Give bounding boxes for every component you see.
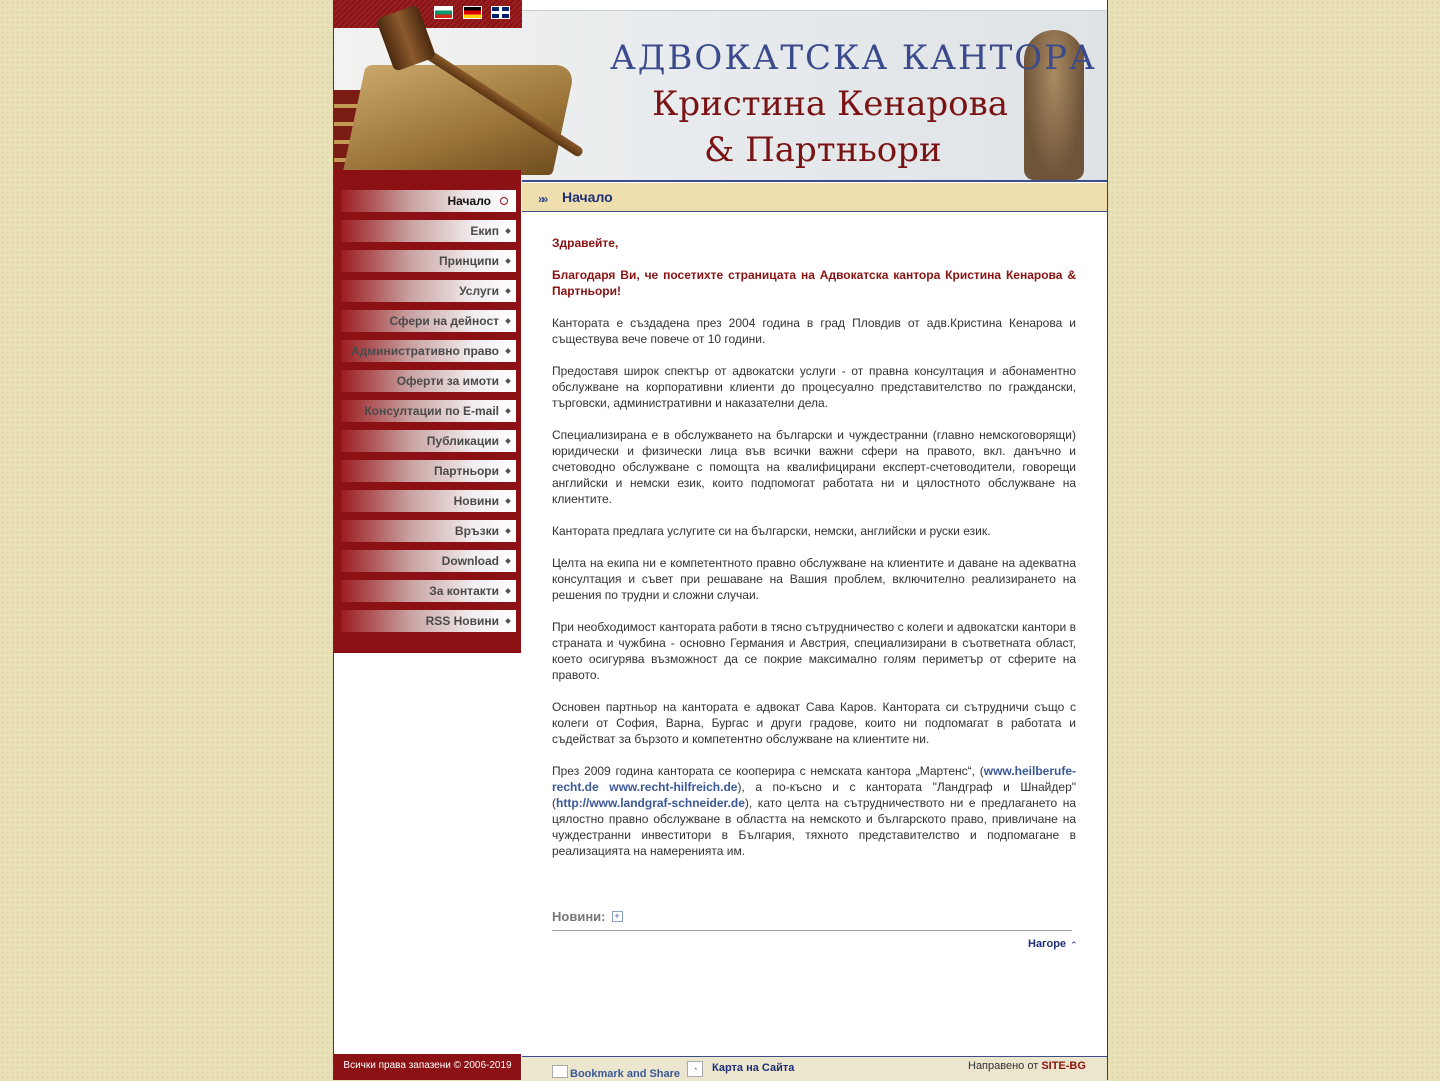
menu-label: Екип — [470, 224, 499, 238]
menu-item-partners[interactable] — [341, 460, 516, 482]
diamond-bullet-icon — [505, 528, 511, 534]
copyright-text: Всички права запазени © 2006-2019 — [334, 1054, 521, 1080]
header-banner — [334, 0, 1107, 182]
menu-label: Принципи — [439, 254, 499, 268]
menu-label: Download — [441, 554, 499, 568]
made-by-text — [968, 1060, 1086, 1072]
up-arrow-icon[interactable]: ⌃ — [1070, 940, 1078, 950]
menu-item-services[interactable] — [341, 280, 516, 302]
rss-icon[interactable]: ◔ — [687, 1061, 703, 1077]
sidebar-menu — [334, 170, 521, 653]
menu-item-contacts[interactable] — [341, 580, 516, 602]
bookmark-icon — [552, 1065, 568, 1078]
menu-item-news[interactable] — [341, 490, 516, 512]
main-content — [552, 235, 1076, 875]
footer-bar — [522, 1056, 1107, 1081]
link-heilberufe-recht[interactable]: www.heilberufe-recht.de — [552, 764, 1076, 794]
menu-label: Оферти за имоти — [396, 374, 499, 388]
text-fragment — [599, 780, 610, 794]
bulgarian-flag-icon[interactable] — [434, 6, 453, 19]
menu-item-principles[interactable] — [341, 250, 516, 272]
menu-item-links[interactable] — [341, 520, 516, 542]
menu-label: Публикации — [426, 434, 499, 448]
page-title-bar — [522, 183, 1107, 212]
paragraph: При необходимост кантората работи в тясно сътрудничество с колеги и адвокатски кантори в страната и чужбина - основно Германия и Австрия, специализирани в съответната област, което осигурява възможност да се покрие максимално голям периметър от сферите на правото. — [552, 620, 1076, 682]
link-recht-hilfreich[interactable]: www.recht-hilfreich.de — [609, 780, 738, 794]
bookmark-share-button[interactable] — [552, 1065, 680, 1080]
diamond-bullet-icon — [505, 498, 511, 504]
sitemap-link[interactable]: Карта на Сайта — [712, 1062, 795, 1074]
greeting: Здравейте, — [552, 236, 619, 250]
menu-label: Сфери на дейност — [389, 314, 499, 328]
double-arrow-icon: »» — [538, 192, 546, 206]
diamond-bullet-icon — [505, 318, 511, 324]
site-container — [333, 0, 1108, 1080]
menu-item-administrative-law[interactable] — [341, 340, 516, 362]
menu-item-areas[interactable] — [341, 310, 516, 332]
expand-plus-icon[interactable]: + — [612, 911, 623, 922]
menu-label: Административно право — [350, 344, 499, 358]
diamond-bullet-icon — [505, 348, 511, 354]
diamond-bullet-icon — [505, 468, 511, 474]
page-title: Начало — [562, 189, 613, 205]
book-image — [342, 65, 575, 175]
header-line-2: Кристина Кенарова — [652, 84, 1009, 124]
paragraph: Кантората е създадена през 2004 година в град Пловдив от адв.Кристина Кенарова и съществува вече повече от 10 години. — [552, 316, 1076, 346]
menu-label: Партньори — [433, 464, 499, 478]
diamond-bullet-icon — [505, 408, 511, 414]
news-section — [552, 908, 1072, 931]
diamond-bullet-icon — [505, 288, 511, 294]
diamond-bullet-icon — [505, 618, 511, 624]
menu-item-property-offers[interactable] — [341, 370, 516, 392]
header-divider — [522, 180, 1107, 182]
header-top-line — [522, 0, 1107, 11]
english-flag-icon[interactable] — [491, 6, 510, 19]
menu-item-rss-news[interactable] — [341, 610, 516, 632]
paragraph: Основен партньор на кантората е адвокат Сава Каров. Кантората си сътрудничи също с колеги от София, Варна, Бургас и други градове, които ни подпомагат в работата и съдействат за бързото и компетентно обслужване на клиентите ни. — [552, 700, 1076, 746]
paragraph: Специализирана е в обслужването на български и чуждестранни (главно немскоговорящи) юридически и физически лица във всички важни сфери на правото, вкл. данъчно и счетоводно обслужване с помощта на квалифицирани експерт-счетоводители, говорещи английски и немски език, които подпомогат работата ни и цялостното обслужване на клиентите. — [552, 428, 1076, 506]
menu-label: Услуги — [459, 284, 499, 298]
header-line-3: & Партньори — [704, 130, 942, 170]
diamond-bullet-icon — [505, 258, 511, 264]
menu-item-team[interactable] — [341, 220, 516, 242]
back-to-top-link[interactable]: Нагоре — [1028, 938, 1067, 950]
menu-label: Новини — [453, 494, 499, 508]
made-by-label: Направено от — [968, 1060, 1042, 1072]
menu-item-email-consult[interactable] — [341, 400, 516, 422]
paragraph: Кантората предлага услугите си на български, немски, английски и руски език. — [552, 524, 991, 538]
menu-label: За контакти — [429, 584, 499, 598]
menu-item-download[interactable] — [341, 550, 516, 572]
paragraph — [552, 763, 1076, 859]
text-fragment: ), като целта на сътрудничеството ни е предлагането на цялостно правно обслужване в областта на немското и българското право, привличане на чуждестранни инвеститори в България, тяхното представителство и подпомагане в реализацията на намеренията им. — [552, 796, 1076, 858]
diamond-bullet-icon — [505, 438, 511, 444]
diamond-bullet-icon — [505, 588, 511, 594]
diamond-bullet-icon — [505, 228, 511, 234]
diamond-bullet-icon — [505, 378, 511, 384]
german-flag-icon[interactable] — [463, 6, 482, 19]
menu-item-home[interactable] — [341, 190, 516, 212]
paragraph: Предоставя широк спектър от адвокатски услуги - от правна консултация и абонаментно обслужване на корпоративни клиенти до процесуално представителство по граждански, търговски, административни и наказателни дела. — [552, 364, 1076, 410]
text-fragment: ), а по-късно и с кантората "Ландграф и Шнайдер" ( — [552, 780, 1076, 810]
bookmark-label: Bookmark and Share — [570, 1068, 681, 1080]
menu-label: Връзки — [454, 524, 499, 538]
paragraph: Целта на екипа ни е компетентното правно обслужване на клиентите и даване на адекватна консултация и съвет при решаване на Вашия проблем, включително реализирането на решения по трудни и сложни случаи. — [552, 556, 1076, 602]
news-label: Новини: — [552, 909, 606, 924]
menu-label: Начало — [447, 194, 491, 208]
text-fragment: През 2009 година кантората се кооперира с немската кантора „Мартенс“, ( — [552, 764, 984, 778]
welcome-text: Благодаря Ви, че посетихте страницата на Адвокатска кантора Кристина Кенарова & Партньори! — [552, 268, 1076, 298]
menu-label: Консултации по E-mail — [364, 404, 499, 418]
header-line-1: АДВОКАТСКА КАНТОРА — [610, 38, 1097, 78]
diamond-bullet-icon — [505, 558, 511, 564]
site-bg-link[interactable]: SITE-BG — [1041, 1060, 1086, 1072]
active-circle-icon — [500, 197, 508, 205]
menu-label: RSS Новини — [425, 614, 499, 628]
menu-item-publications[interactable] — [341, 430, 516, 452]
link-landgraf-schneider[interactable]: http://www.landgraf-schneider.de — [556, 796, 745, 810]
